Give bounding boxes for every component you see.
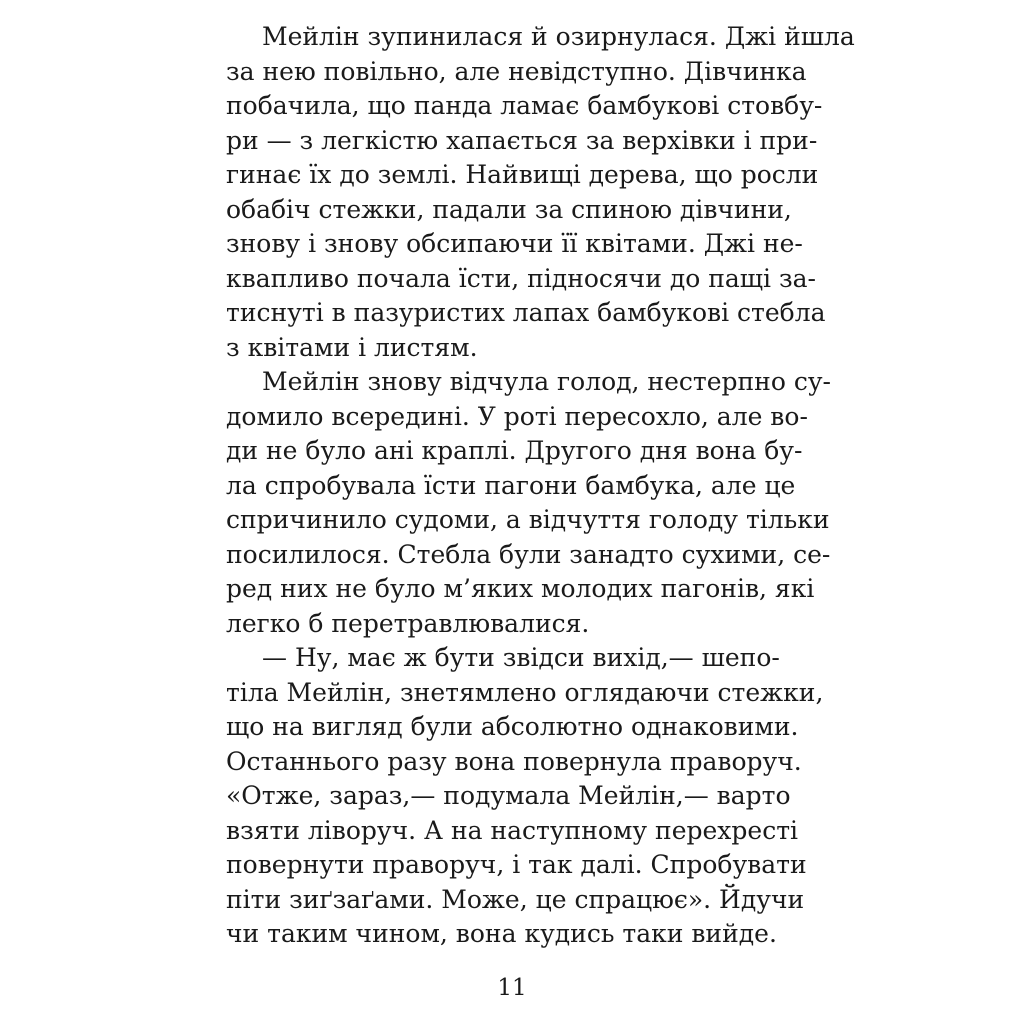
text-line: з квітами і листям.	[226, 332, 478, 362]
text-line: тіла Мейлін, знетямлено оглядаючи стежки,	[226, 677, 824, 707]
text-line: ри — з легкістю хапається за верхівки і при-	[226, 125, 818, 155]
text-line: за нею повільно, але невідступно. Дівчинка	[226, 56, 807, 86]
text-line: знову і знову обсипаючи її квітами. Джі не-	[226, 229, 803, 258]
page-number: 11	[497, 975, 527, 1001]
text-line: — Ну, має ж бути звідси вихід,— шепо-	[262, 643, 780, 672]
text-line: легко б перетравлювалися.	[226, 608, 590, 638]
text-line: посилилося. Стебла були занадто сухими, се-	[226, 539, 831, 569]
text-line: домило всередині. У роті пересохло, але во-	[226, 401, 808, 431]
text-line: Останнього разу вона повернула праворуч.	[226, 746, 802, 776]
paragraph-3	[226, 641, 824, 952]
text-line: Мейлін зупинилася й озирнулася. Джі йшла	[262, 22, 855, 51]
text-line: ла спробувала їсти пагони бамбука, але це	[226, 470, 796, 500]
text-line: спричинило судоми, а відчуття голоду тільки	[226, 505, 830, 534]
text-line: Мейлін знову відчула голод, нестерпно су-	[262, 367, 831, 396]
text-line: квапливо почала їсти, підносячи до пащі за-	[226, 263, 816, 293]
text-line: «Отже, зараз,— подумала Мейлін,— варто	[226, 781, 791, 810]
text-line: гинає їх до землі. Найвищі дерева, що росли	[226, 160, 819, 189]
text-line: піти зиґзаґами. Може, це спрацює». Йдучи	[226, 884, 805, 914]
paragraph-1	[226, 20, 855, 365]
text-line: побачила, що панда ламає бамбукові стовбу-	[226, 91, 823, 120]
text-line: чи таким чином, вона кудись таки вийде.	[226, 919, 777, 948]
text-line: тиснуті в пазуристих лапах бамбукові стебла	[226, 298, 826, 327]
text-line: що на вигляд були абсолютно однаковими.	[226, 712, 799, 741]
paragraph-2	[226, 365, 831, 641]
text-line: обабіч стежки, падали за спиною дівчини,	[226, 194, 792, 224]
text-line: повернути праворуч, і так далі. Спробувати	[226, 850, 807, 879]
text-line: взяти ліворуч. А на наступному перехресті	[226, 815, 799, 845]
body-text	[226, 20, 855, 952]
text-line: ди не було ані краплі. Другого дня вона бу-	[226, 436, 803, 465]
text-line: ред них не було м’яких молодих пагонів, які	[226, 574, 815, 603]
